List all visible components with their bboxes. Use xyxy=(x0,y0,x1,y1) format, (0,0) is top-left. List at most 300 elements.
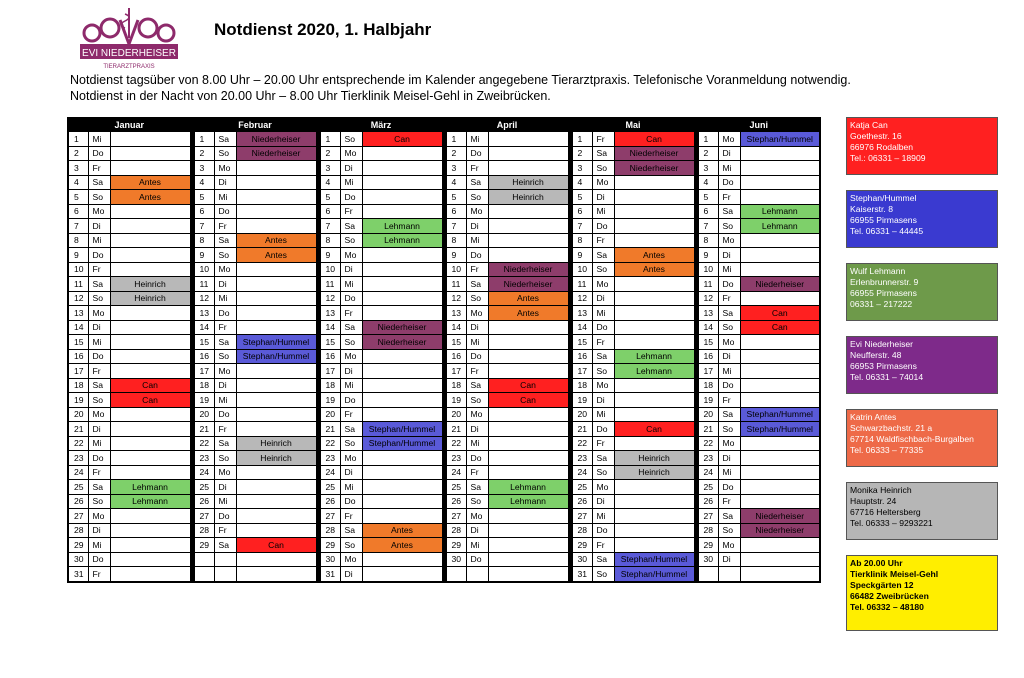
weekday: Sa xyxy=(466,277,488,292)
day-number: 27 xyxy=(698,509,718,524)
duty-cell xyxy=(110,465,190,480)
duty-cell xyxy=(236,494,316,509)
duty-cell xyxy=(740,161,820,176)
duty-cell xyxy=(110,451,190,466)
weekday: Do xyxy=(88,451,110,466)
day-number: 8 xyxy=(572,233,592,248)
duty-cell xyxy=(488,509,568,524)
day-number: 4 xyxy=(68,175,88,190)
day-number: 30 xyxy=(68,552,88,567)
legend-line: Tel. 06331 – 74014 xyxy=(850,372,924,382)
weekday: Mo xyxy=(214,161,236,176)
duty-cell xyxy=(362,161,442,176)
day-number: 10 xyxy=(446,262,466,277)
day-number: 28 xyxy=(320,523,340,538)
day-number: 1 xyxy=(320,132,340,147)
weekday: Fr xyxy=(592,233,614,248)
duty-cell xyxy=(488,349,568,364)
weekday: Di xyxy=(592,190,614,205)
weekday: So xyxy=(88,393,110,408)
day-number: 3 xyxy=(446,161,466,176)
duty-cell: Heinrich xyxy=(488,175,568,190)
day-number: 22 xyxy=(446,436,466,451)
day-number: 5 xyxy=(68,190,88,205)
month-header-row xyxy=(68,118,820,132)
weekday: Fr xyxy=(718,494,740,509)
weekday: Sa xyxy=(214,538,236,553)
day-number: 20 xyxy=(320,407,340,422)
day-number: 19 xyxy=(572,393,592,408)
day-number: 22 xyxy=(320,436,340,451)
day-number: 24 xyxy=(194,465,214,480)
duty-cell: Niederheiser xyxy=(614,161,694,176)
table-row xyxy=(68,161,820,176)
svg-text:EVI NIEDERHEISER: EVI NIEDERHEISER xyxy=(82,48,176,59)
day-number: 29 xyxy=(446,538,466,553)
day-number: 10 xyxy=(68,262,88,277)
day-number: 1 xyxy=(446,132,466,147)
weekday: Di xyxy=(214,277,236,292)
duty-cell xyxy=(362,262,442,277)
weekday: Sa xyxy=(466,378,488,393)
weekday: So xyxy=(466,291,488,306)
duty-cell xyxy=(740,190,820,205)
day-number: 22 xyxy=(698,436,718,451)
day-number: 22 xyxy=(572,436,592,451)
day-number: 26 xyxy=(68,494,88,509)
duty-cell xyxy=(488,132,568,147)
day-number: 10 xyxy=(194,262,214,277)
duty-cell: Lehmann xyxy=(740,204,820,219)
duty-cell xyxy=(236,422,316,437)
month-header: Februar xyxy=(194,118,316,132)
day-number: 31 xyxy=(68,567,88,582)
legend-entry xyxy=(846,190,998,248)
logo-paw-icon xyxy=(70,6,188,72)
table-row xyxy=(68,552,820,567)
day-number: 27 xyxy=(68,509,88,524)
day-number: 3 xyxy=(68,161,88,176)
day-number: 24 xyxy=(320,465,340,480)
weekday: So xyxy=(718,219,740,234)
legend-line: Wulf Lehmann xyxy=(850,266,906,276)
duty-cell xyxy=(236,219,316,234)
day-number: 24 xyxy=(698,465,718,480)
duty-cell xyxy=(362,465,442,480)
day-number: 27 xyxy=(194,509,214,524)
month-header: Juni xyxy=(698,118,820,132)
weekday: Mi xyxy=(340,378,362,393)
weekday: Mi xyxy=(214,494,236,509)
day-number: 30 xyxy=(698,552,718,567)
duty-cell xyxy=(110,204,190,219)
day-number: 18 xyxy=(446,378,466,393)
day-number: 29 xyxy=(698,538,718,553)
weekday: Di xyxy=(718,349,740,364)
weekday: Mi xyxy=(340,175,362,190)
weekday: Fr xyxy=(214,219,236,234)
weekday: Mi xyxy=(340,277,362,292)
weekday: Di xyxy=(718,451,740,466)
month-header: Januar xyxy=(68,118,190,132)
table-row xyxy=(68,407,820,422)
info-line-day: Notdienst tagsüber von 8.00 Uhr – 20.00 Uhr entsprechende im Kalender angegebene Tierarztpraxis. Telefonische Voranmeldung notwendig. xyxy=(70,73,851,87)
day-number: 17 xyxy=(320,364,340,379)
table-row xyxy=(68,349,820,364)
legend-line: Katrin Antes xyxy=(850,412,897,422)
day-number: 12 xyxy=(446,291,466,306)
duty-cell xyxy=(488,567,568,582)
duty-cell: Lehmann xyxy=(488,494,568,509)
day-number: 29 xyxy=(572,538,592,553)
day-number: 21 xyxy=(698,422,718,437)
duty-cell xyxy=(614,320,694,335)
weekday: So xyxy=(466,393,488,408)
weekday: Sa xyxy=(718,306,740,321)
legend-line: Erlenbrunnerstr. 9 xyxy=(850,277,919,287)
weekday: Mi xyxy=(214,291,236,306)
duty-cell: Heinrich xyxy=(614,451,694,466)
day-number: 23 xyxy=(68,451,88,466)
duty-cell: Stephan/Hummel xyxy=(362,436,442,451)
duty-cell xyxy=(110,335,190,350)
weekday: Do xyxy=(466,349,488,364)
day-number: 25 xyxy=(698,480,718,495)
weekday: Sa xyxy=(718,407,740,422)
duty-cell xyxy=(488,364,568,379)
day-number: 5 xyxy=(194,190,214,205)
weekday: Do xyxy=(466,451,488,466)
weekday: Sa xyxy=(340,219,362,234)
duty-cell xyxy=(488,407,568,422)
weekday: Do xyxy=(718,480,740,495)
weekday: Mi xyxy=(88,436,110,451)
day-number: 19 xyxy=(68,393,88,408)
duty-cell: Heinrich xyxy=(614,465,694,480)
day-number: 8 xyxy=(698,233,718,248)
day-number: 26 xyxy=(446,494,466,509)
weekday: Sa xyxy=(718,204,740,219)
day-number: 22 xyxy=(68,436,88,451)
duty-cell: Can xyxy=(740,306,820,321)
duty-cell xyxy=(614,306,694,321)
duty-cell xyxy=(488,552,568,567)
weekday: Mi xyxy=(718,161,740,176)
weekday: Do xyxy=(466,552,488,567)
duty-cell xyxy=(362,480,442,495)
duty-cell xyxy=(488,320,568,335)
day-number: 13 xyxy=(194,306,214,321)
duty-cell xyxy=(236,204,316,219)
duty-cell: Can xyxy=(236,538,316,553)
duty-cell xyxy=(362,190,442,205)
table-row xyxy=(68,364,820,379)
day-number: 15 xyxy=(194,335,214,350)
weekday: Sa xyxy=(340,422,362,437)
day-number: 3 xyxy=(698,161,718,176)
weekday: Mo xyxy=(592,277,614,292)
day-number: 16 xyxy=(698,349,718,364)
weekday: Mo xyxy=(592,480,614,495)
weekday: So xyxy=(592,465,614,480)
weekday xyxy=(214,552,236,567)
weekday: Mo xyxy=(340,552,362,567)
duty-cell xyxy=(488,451,568,466)
duty-cell xyxy=(362,277,442,292)
day-number: 21 xyxy=(446,422,466,437)
weekday: Do xyxy=(592,422,614,437)
weekday: Mi xyxy=(466,436,488,451)
duty-cell xyxy=(110,436,190,451)
day-number: 5 xyxy=(320,190,340,205)
weekday: Do xyxy=(718,277,740,292)
duty-cell: Stephan/Hummel xyxy=(614,567,694,582)
weekday: Di xyxy=(214,480,236,495)
duty-cell xyxy=(740,175,820,190)
day-number: 28 xyxy=(68,523,88,538)
duty-cell: Stephan/Hummel xyxy=(614,552,694,567)
duty-cell xyxy=(740,451,820,466)
info-text xyxy=(70,72,851,104)
duty-cell xyxy=(740,393,820,408)
day-number: 16 xyxy=(194,349,214,364)
duty-cell xyxy=(110,422,190,437)
weekday: Mo xyxy=(592,378,614,393)
weekday: Di xyxy=(340,465,362,480)
duty-cell xyxy=(362,204,442,219)
legend-line: Kaiserstr. 8 xyxy=(850,204,893,214)
day-number: 23 xyxy=(320,451,340,466)
day-number: 4 xyxy=(698,175,718,190)
day-number: 30 xyxy=(446,552,466,567)
weekday xyxy=(718,567,740,582)
weekday: Do xyxy=(340,494,362,509)
table-row xyxy=(68,378,820,393)
duty-cell: Niederheiser xyxy=(362,335,442,350)
day-number: 19 xyxy=(320,393,340,408)
weekday: Do xyxy=(718,378,740,393)
weekday: Mo xyxy=(214,364,236,379)
duty-cell xyxy=(236,509,316,524)
day-number xyxy=(194,552,214,567)
duty-cell: Lehmann xyxy=(362,233,442,248)
duty-cell: Heinrich xyxy=(110,291,190,306)
duty-cell xyxy=(110,523,190,538)
day-number: 5 xyxy=(446,190,466,205)
day-number: 29 xyxy=(68,538,88,553)
day-number: 16 xyxy=(446,349,466,364)
duty-cell xyxy=(488,161,568,176)
day-number: 4 xyxy=(572,175,592,190)
day-number: 2 xyxy=(698,146,718,161)
weekday: So xyxy=(88,291,110,306)
weekday: So xyxy=(466,190,488,205)
table-row xyxy=(68,320,820,335)
legend-entry xyxy=(846,117,998,175)
duty-cell xyxy=(110,233,190,248)
duty-cell xyxy=(110,349,190,364)
legend-line: Tel.: 06331 – 18909 xyxy=(850,153,926,163)
table-row xyxy=(68,436,820,451)
legend-entry xyxy=(846,409,998,467)
duty-cell: Stephan/Hummel xyxy=(362,422,442,437)
weekday: Di xyxy=(340,262,362,277)
duty-cell xyxy=(236,523,316,538)
duty-cell xyxy=(614,480,694,495)
weekday: Mi xyxy=(88,132,110,147)
weekday: Mi xyxy=(340,480,362,495)
weekday: Sa xyxy=(214,436,236,451)
day-number: 11 xyxy=(446,277,466,292)
weekday: Do xyxy=(88,146,110,161)
day-number: 30 xyxy=(572,552,592,567)
day-number: 6 xyxy=(698,204,718,219)
day-number: 15 xyxy=(446,335,466,350)
day-number: 2 xyxy=(320,146,340,161)
duty-cell xyxy=(614,277,694,292)
weekday: So xyxy=(592,567,614,582)
day-number: 27 xyxy=(572,509,592,524)
weekday: Di xyxy=(214,378,236,393)
legend-line: 67714 Waldfischbach-Burgalben xyxy=(850,434,974,444)
duty-cell xyxy=(110,364,190,379)
duty-cell: Stephan/Hummel xyxy=(740,132,820,147)
duty-cell: Lehmann xyxy=(614,349,694,364)
duty-cell xyxy=(488,422,568,437)
weekday: Mi xyxy=(718,364,740,379)
duty-cell: Niederheiser xyxy=(740,509,820,524)
weekday: Fr xyxy=(466,364,488,379)
day-number: 25 xyxy=(572,480,592,495)
duty-cell xyxy=(740,233,820,248)
duty-cell xyxy=(362,291,442,306)
weekday: Mi xyxy=(88,233,110,248)
day-number: 13 xyxy=(320,306,340,321)
weekday: Fr xyxy=(340,204,362,219)
weekday: Mo xyxy=(214,465,236,480)
duty-cell xyxy=(740,494,820,509)
duty-cell xyxy=(110,262,190,277)
weekday: Mo xyxy=(718,436,740,451)
duty-cell xyxy=(740,291,820,306)
table-row xyxy=(68,538,820,553)
weekday: Sa xyxy=(466,480,488,495)
day-number: 7 xyxy=(572,219,592,234)
legend-line: Goethestr. 16 xyxy=(850,131,902,141)
legend-line: 66976 Rodalben xyxy=(850,142,914,152)
weekday: Mo xyxy=(214,262,236,277)
day-number: 1 xyxy=(572,132,592,147)
day-number: 19 xyxy=(698,393,718,408)
day-number: 15 xyxy=(320,335,340,350)
weekday: Do xyxy=(340,393,362,408)
duty-cell: Stephan/Hummel xyxy=(236,335,316,350)
weekday: Mo xyxy=(466,509,488,524)
day-number: 20 xyxy=(446,407,466,422)
weekday: Do xyxy=(214,204,236,219)
weekday: Fr xyxy=(718,190,740,205)
weekday: Fr xyxy=(340,407,362,422)
weekday: Do xyxy=(466,248,488,263)
day-number: 21 xyxy=(68,422,88,437)
month-header: April xyxy=(446,118,568,132)
weekday: Mo xyxy=(340,451,362,466)
duty-cell: Heinrich xyxy=(110,277,190,292)
weekday: So xyxy=(340,233,362,248)
day-number: 13 xyxy=(446,306,466,321)
day-number: 6 xyxy=(572,204,592,219)
weekday: Di xyxy=(466,219,488,234)
duty-cell xyxy=(740,349,820,364)
duty-cell xyxy=(614,204,694,219)
duty-cell xyxy=(236,306,316,321)
duty-cell xyxy=(362,393,442,408)
day-number: 7 xyxy=(194,219,214,234)
day-number: 8 xyxy=(194,233,214,248)
weekday: So xyxy=(718,422,740,437)
day-number: 31 xyxy=(320,567,340,582)
duty-cell xyxy=(740,335,820,350)
weekday: Di xyxy=(718,248,740,263)
day-number: 10 xyxy=(698,262,718,277)
duty-cell xyxy=(614,494,694,509)
day-number: 25 xyxy=(194,480,214,495)
weekday: Mi xyxy=(592,509,614,524)
weekday: So xyxy=(214,349,236,364)
legend-line: Evi Niederheiser xyxy=(850,339,914,349)
day-number: 9 xyxy=(68,248,88,263)
day-number xyxy=(446,567,466,582)
day-number: 14 xyxy=(572,320,592,335)
table-row xyxy=(68,146,820,161)
duty-cell xyxy=(614,219,694,234)
day-number: 30 xyxy=(320,552,340,567)
day-number: 14 xyxy=(446,320,466,335)
duty-cell: Niederheiser xyxy=(236,132,316,147)
weekday: Do xyxy=(88,248,110,263)
weekday: Sa xyxy=(592,451,614,466)
day-number: 23 xyxy=(572,451,592,466)
day-number: 11 xyxy=(68,277,88,292)
duty-cell xyxy=(362,407,442,422)
duty-cell xyxy=(614,523,694,538)
weekday: Mi xyxy=(592,306,614,321)
duty-cell xyxy=(362,306,442,321)
day-number: 3 xyxy=(194,161,214,176)
duty-cell xyxy=(236,393,316,408)
day-number: 13 xyxy=(698,306,718,321)
legend-line: Monika Heinrich xyxy=(850,485,912,495)
day-number: 6 xyxy=(320,204,340,219)
day-number: 12 xyxy=(698,291,718,306)
duty-cell xyxy=(362,248,442,263)
legend-line: 66955 Pirmasens xyxy=(850,288,917,298)
duty-cell: Can xyxy=(614,132,694,147)
day-number: 3 xyxy=(572,161,592,176)
legend-entry xyxy=(846,263,998,321)
duty-cell: Antes xyxy=(236,248,316,263)
weekday: Di xyxy=(340,364,362,379)
duty-cell xyxy=(236,277,316,292)
day-number: 20 xyxy=(194,407,214,422)
day-number: 22 xyxy=(194,436,214,451)
weekday: So xyxy=(214,146,236,161)
duty-cell: Niederheiser xyxy=(236,146,316,161)
duty-cell: Lehmann xyxy=(488,480,568,495)
day-number: 20 xyxy=(572,407,592,422)
duty-cell: Niederheiser xyxy=(614,146,694,161)
legend-line: Katja Can xyxy=(850,120,888,130)
